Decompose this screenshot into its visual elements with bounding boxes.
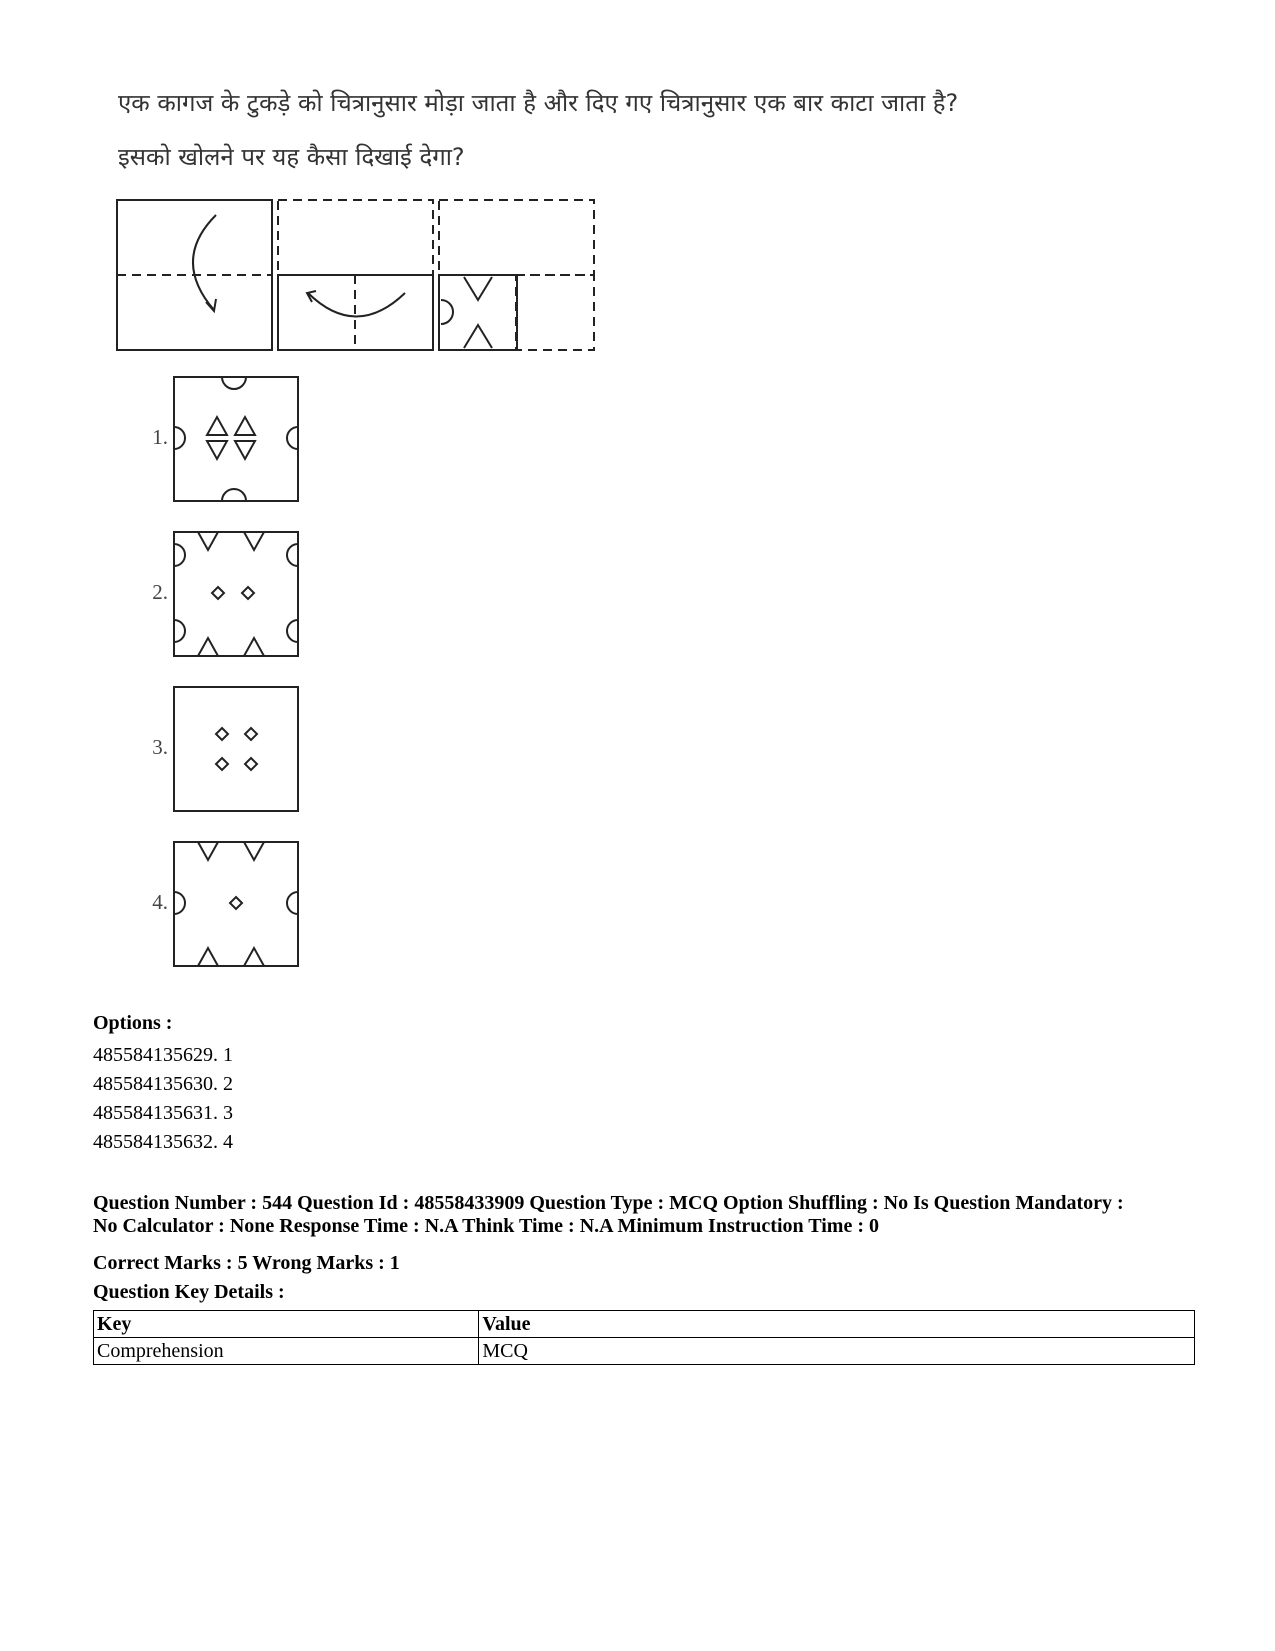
cut-semicircle-left [441, 300, 453, 324]
question-line-1: एक कागज के टुकड़े को चित्रानुसार मोड़ा जाता है और दिए गए चित्रानुसार एक बार काटा जाता है? [118, 89, 959, 117]
metadata-line-2: No Calculator : None Response Time : N.A Think Time : N.A Minimum Instruction Time : 0 [93, 1215, 879, 1237]
option-item: 485584135629. 1 [93, 1044, 233, 1066]
key-details-heading: Question Key Details : [93, 1281, 285, 1303]
option-4-drawing [172, 840, 302, 970]
marks-line: Correct Marks : 5 Wrong Marks : 1 [93, 1252, 400, 1274]
option-item: 485584135631. 3 [93, 1102, 233, 1124]
key-details-table [93, 1310, 1195, 1365]
fold-step-3-cut-paper [439, 275, 517, 350]
option-item: 485584135630. 2 [93, 1073, 233, 1095]
folding-sequence-figure [116, 190, 608, 352]
table-cell-value: MCQ [479, 1338, 1195, 1365]
option-figure-label: 1. [152, 425, 168, 449]
fold-step-2-arrow [308, 293, 405, 317]
question-line-2: इसको खोलने पर यह कैसा दिखाई देगा? [118, 143, 465, 171]
option-2-drawing [172, 530, 302, 660]
fold-step-1-arrow [193, 215, 216, 310]
fold-step-2-folded-away [278, 200, 433, 275]
option-figure-label: 3. [152, 735, 168, 759]
option-figure-label: 2. [152, 580, 168, 604]
option-figure-label: 4. [152, 890, 168, 914]
fold-step-3-folded-away [439, 200, 594, 275]
options-list [93, 1041, 233, 1157]
table-header-row [94, 1311, 1195, 1338]
options-heading: Options : [93, 1012, 173, 1034]
option-item: 485584135632. 4 [93, 1131, 233, 1153]
table-row [94, 1338, 1195, 1365]
option-1-drawing [172, 375, 302, 505]
metadata-line-1: Question Number : 544 Question Id : 48558433909 Question Type : MCQ Option Shuffling : No Is Question Mandatory : [93, 1192, 1124, 1214]
option-3-drawing [172, 685, 302, 815]
table-cell-key: Comprehension [94, 1338, 479, 1365]
cut-triangle-bottom [464, 325, 492, 348]
table-header-value: Value [479, 1311, 1195, 1338]
table-header-key: Key [94, 1311, 479, 1338]
cut-triangle-top [464, 277, 492, 300]
question-metadata [93, 1192, 1213, 1238]
